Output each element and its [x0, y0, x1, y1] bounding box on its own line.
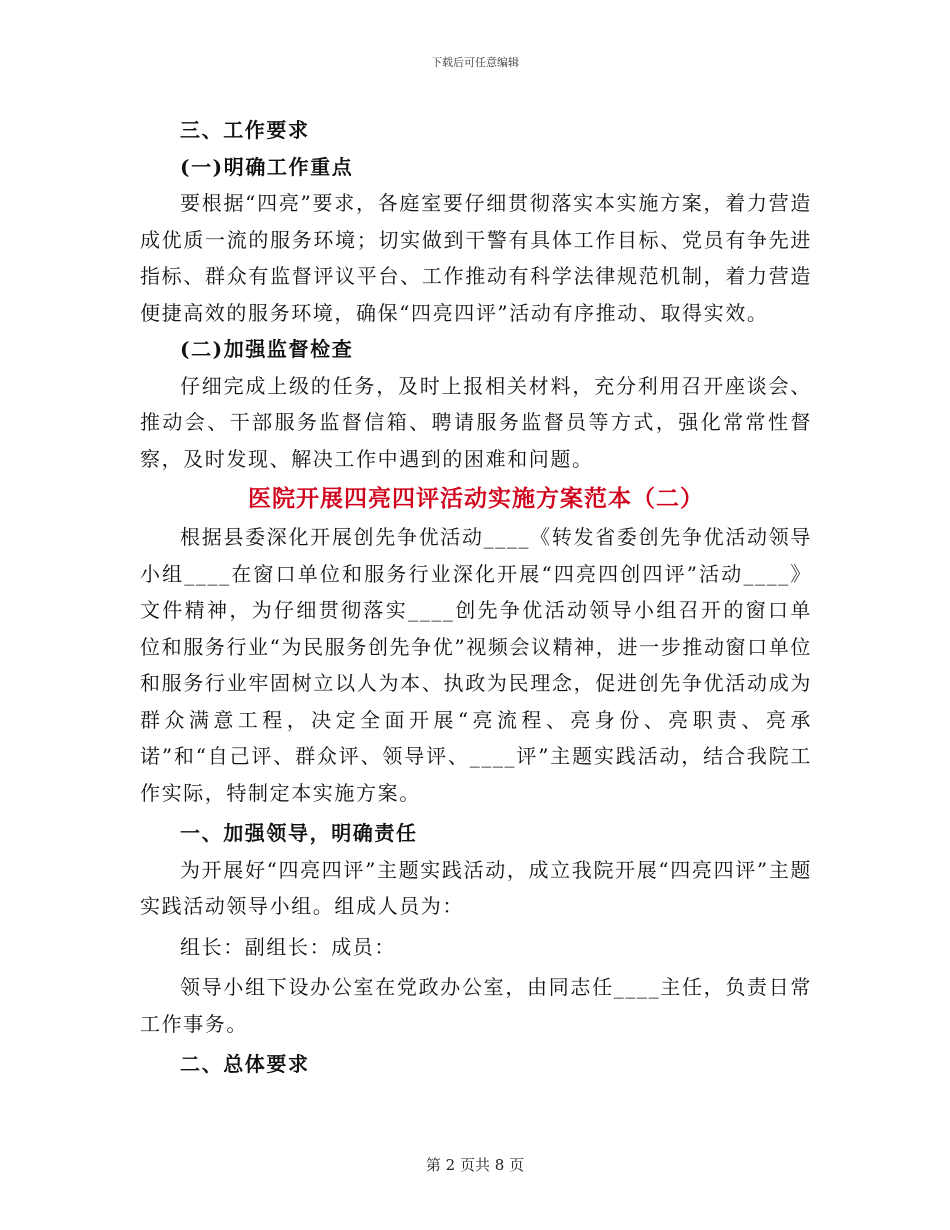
document-title: 医院开展四亮四评活动实施方案范本（二） — [248, 485, 704, 512]
section-heading-work-requirements: 三、工作要求 — [180, 118, 310, 142]
section-heading-general: 二、总体要求 — [180, 1052, 310, 1076]
document-body — [140, 112, 812, 1083]
paragraph-leadership: 为开展好“四亮四评”主题实践活动，成立我院开展“四亮四评”主题实践活动领导小组。组成人员为： — [140, 857, 812, 918]
section-heading-leadership: 一、加强领导，明确责任 — [180, 821, 418, 845]
paragraph-office: 领导小组下设办公室在党政办公室，由同志任____主任，负责日常工作事务。 — [140, 975, 812, 1036]
header-note: 下载后可任意编辑 — [431, 56, 519, 69]
paragraph-clarify-focus: 要根据“四亮”要求，各庭室要仔细贯彻落实本实施方案，着力营造成优质一流的服务环境；切实做到干警有具体工作目标、党员有争先进指标、群众有监督评议平台、工作推动有科学法律规范机制，着力营造便捷高效的服务环境，确保“四亮四评”活动有序推动、取得实效。 — [140, 191, 812, 325]
subheading-clarify-focus: (一)明确工作重点 — [180, 154, 354, 179]
paragraph-members: 组长：副组长：成员： — [180, 934, 396, 959]
page-footer: 第 2 页共 8 页 — [425, 1156, 525, 1174]
paragraph-intro: 根据县委深化开展创先争优活动____《转发省委创先争优活动领导小组____在窗口单位和服务行业深化开展“四亮四创四评”活动____》文件精神，为仔细贯彻落实____创先争优活动领导小组召开的窗口单位和服务行业“为民服务创先争优”视频会议精神，进一步推动窗口单位和服务行业牢固树立以人为本、执政为民理念，促进创先争优活动成为群众满意工程，决定全面开展“亮流程、亮身份、亮职责、亮承诺”和“自己评、群众评、领导评、____评”主题实践活动，结合我院工作实际，特制定本实施方案。 — [140, 525, 812, 805]
paragraph-supervision: 仔细完成上级的任务，及时上报相关材料，充分利用召开座谈会、推动会、干部服务监督信箱、聘请服务监督员等方式，强化常常性督察，及时发现、解决工作中遇到的困难和问题。 — [140, 373, 812, 471]
subheading-supervision: (二)加强监督检查 — [180, 337, 354, 361]
